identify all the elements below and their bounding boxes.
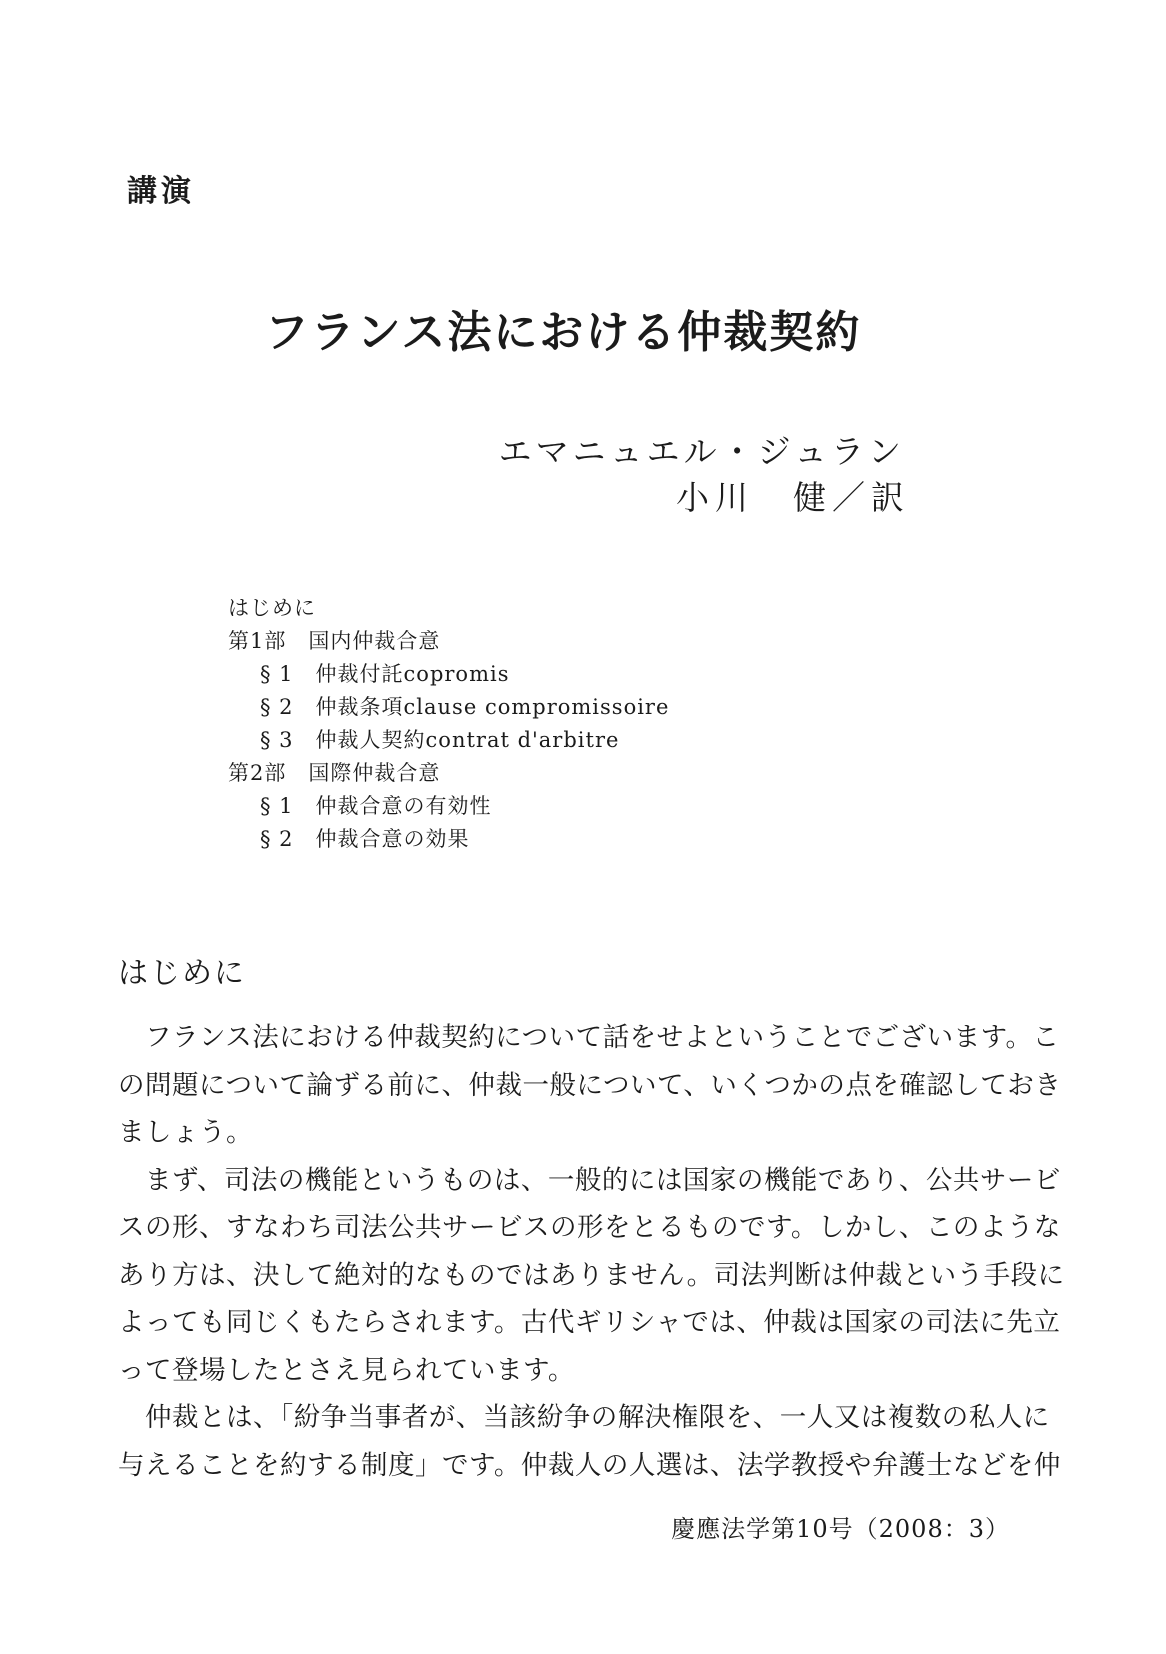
toc-item-intro: はじめに [228, 596, 316, 620]
body-line: 与えることを約する制度」です。仲裁人の人選は、法学教授や弁護士などを仲 [118, 1449, 1061, 1481]
body-line: スの形、すなわち司法公共サービスの形をとるものです。しかし、このような [118, 1212, 1061, 1243]
toc-item-part1-s1: § 1 仲裁付託copromis [260, 662, 510, 686]
toc-item-part2-s1: § 1 仲裁合意の有効性 [260, 794, 492, 818]
toc-item-part1: 第1部 国内仲裁合意 [228, 629, 441, 653]
toc-item-part2-s2: § 2 仲裁合意の効果 [260, 827, 470, 851]
body-line: あり方は、決して絶対的なものではありません。司法判断は仲裁という手段に [118, 1259, 1065, 1291]
body-line: よっても同じくもたらされます。古代ギリシャでは、仲裁は国家の司法に先立 [118, 1307, 1061, 1338]
body-line: って登場したとさえ見られています。 [118, 1354, 575, 1386]
section-heading-intro: はじめに [118, 956, 246, 991]
body-line: 仲裁とは、「紛争当事者が、当該紛争の解決権限を、一人又は複数の私人に [118, 1402, 1050, 1433]
author-name: エマニュエル・ジュラン [498, 432, 905, 471]
body-line: の問題について論ずる前に、仲裁一般について、いくつかの点を確認しておき [118, 1069, 1062, 1101]
genre-label: 講演 [127, 174, 195, 209]
toc-item-part2: 第2部 国際仲裁合意 [228, 761, 441, 785]
paper-title: フランス法における仲裁契約 [264, 307, 862, 358]
table-of-contents [228, 592, 669, 856]
body-line: フランス法における仲裁契約について話をせよということでございます。こ [118, 1022, 1060, 1053]
toc-item-part1-s3: § 3 仲裁人契約contrat d'arbitre [260, 728, 620, 752]
toc-item-part1-s2: § 2 仲裁条項clause compromissoire [260, 695, 670, 719]
translator-name: 小川 健／訳 [676, 478, 910, 517]
journal-footer: 慶應法学第10号（2008：3） [671, 1515, 1010, 1543]
body-line: ましょう。 [118, 1117, 253, 1148]
body-line: まず、司法の機能というものは、一般的には国家の機能であり、公共サービ [118, 1164, 1061, 1196]
body-paragraphs [118, 1014, 1098, 1489]
